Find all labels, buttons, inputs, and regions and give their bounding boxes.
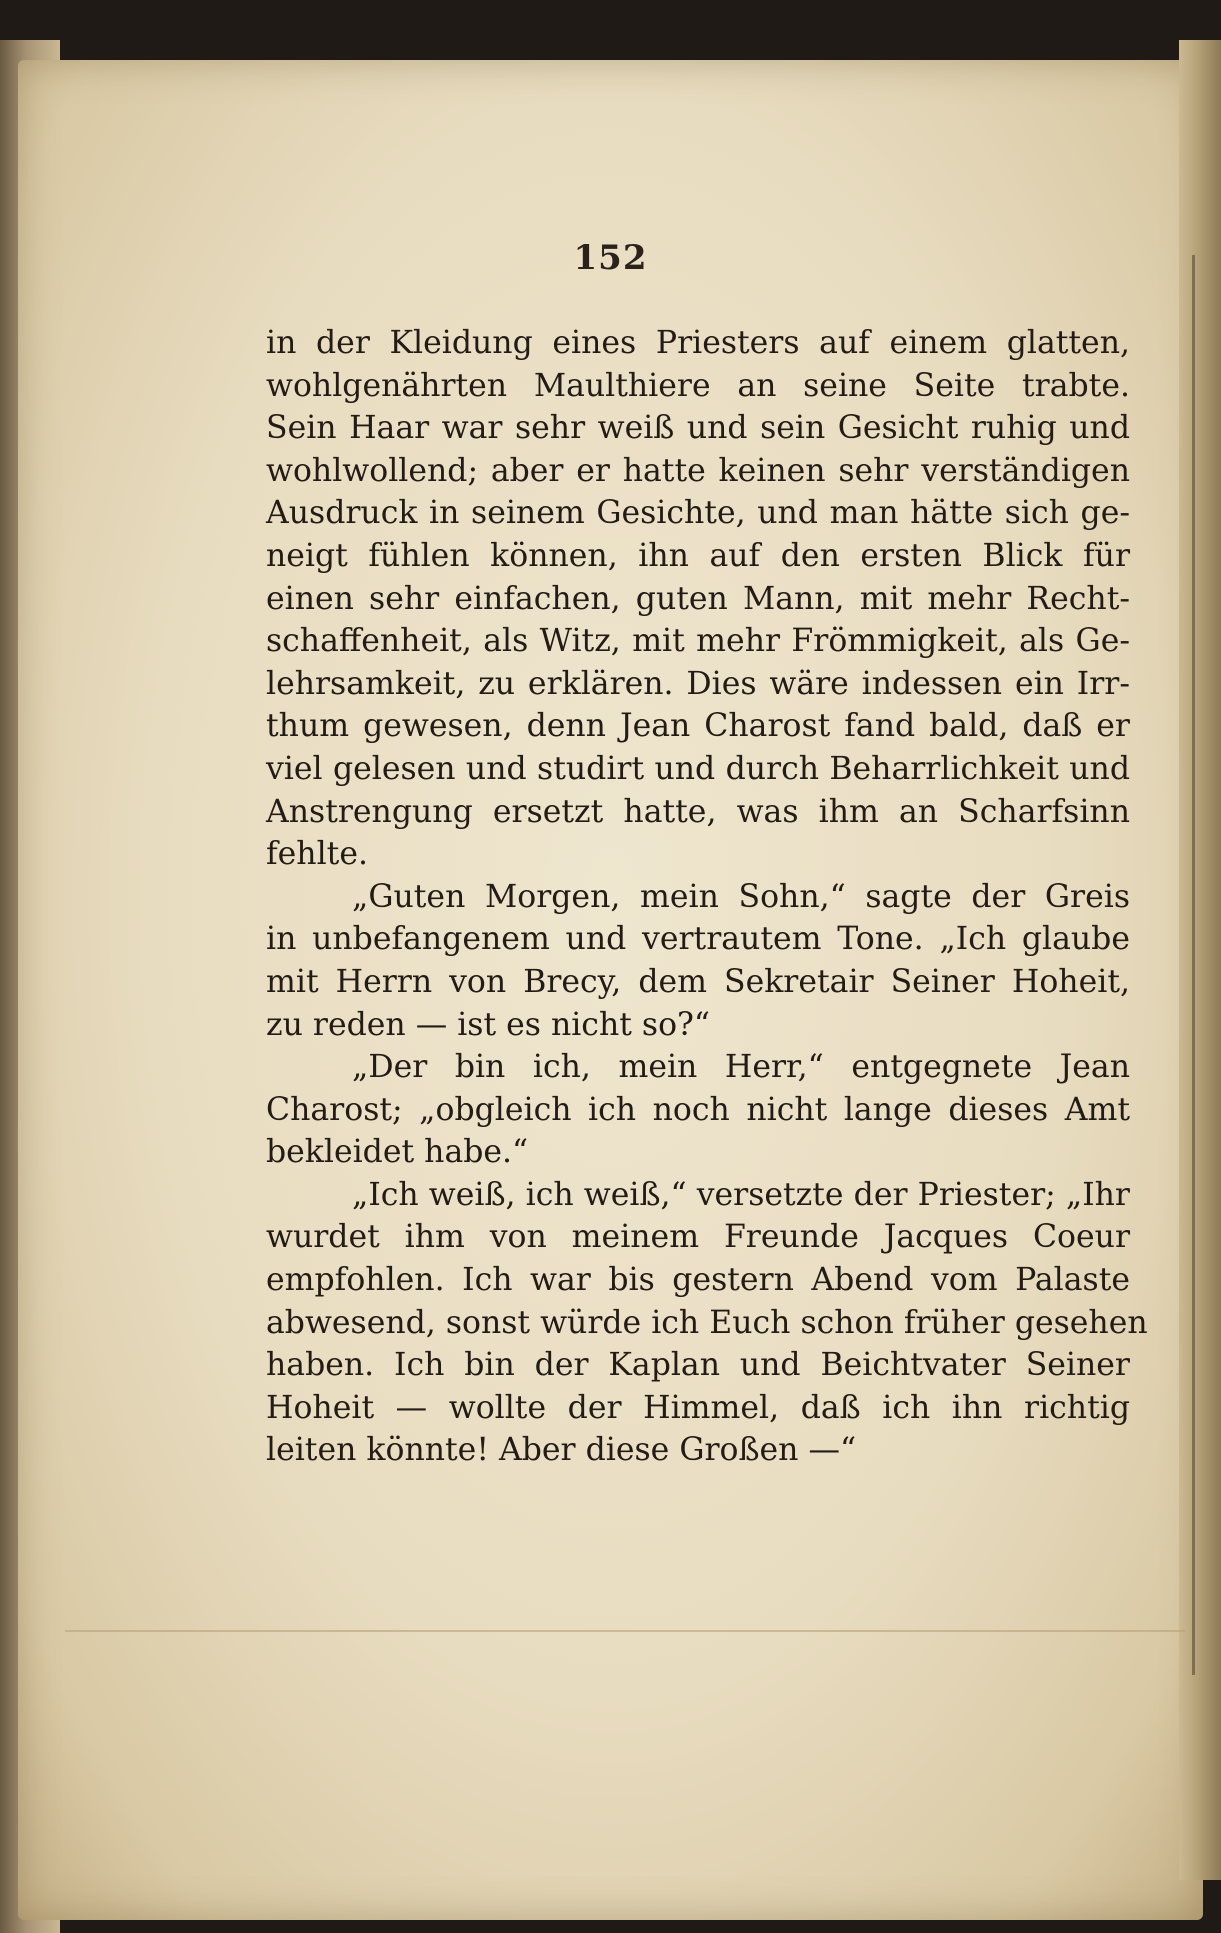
text-line: mit Herrn von Brecy, dem Sekretair Seiner Hoheit, — [266, 963, 1130, 1000]
text-line: abwesend, sonst würde ich Euch schon früher gesehen — [266, 1304, 1148, 1341]
text-line: haben. Ich bin der Kaplan und Beichtvater Seiner — [266, 1347, 1130, 1384]
text-line: bekleidet habe.“ — [266, 1134, 529, 1171]
page-edge — [1179, 40, 1221, 1880]
text-line: Charost; „obgleich ich noch nicht lange dieses Amt — [266, 1091, 1130, 1128]
gutter-shadow — [1192, 255, 1195, 1675]
text-line: wurdet ihm von meinem Freunde Jacques Coeur — [266, 1219, 1130, 1256]
text-line: Anstrengung ersetzt hatte, was ihm an Scharfsinn — [266, 793, 1130, 830]
text-line: thum gewesen, denn Jean Charost fand bald, daß er — [266, 708, 1130, 745]
text-line: Sein Haar war sehr weiß und sein Gesicht ruhig und — [266, 410, 1130, 447]
text-line: wohlwollend; aber er hatte keinen sehr verständigen — [266, 452, 1130, 489]
text-line: wohlgenährten Maulthiere an seine Seite trabte. — [266, 367, 1130, 404]
page-fold-line — [65, 1630, 1185, 1632]
text-line: Hoheit — wollte der Himmel, daß ich ihn richtig — [266, 1389, 1130, 1426]
text-line: leiten könnte! Aber diese Großen —“ — [266, 1432, 857, 1469]
text-line: neigt fühlen können, ihn auf den ersten Blick für — [266, 537, 1130, 574]
body-text — [266, 322, 1148, 1472]
text-line: in unbefangenem und vertrautem Tone. „Ich glaube — [266, 921, 1130, 958]
text-line: schaffenheit, als Witz, mit mehr Frömmigkeit, als Ge- — [266, 623, 1130, 660]
text-line: zu reden — ist es nicht so?“ — [266, 1006, 711, 1043]
text-line: „Der bin ich, mein Herr,“ entgegnete Jean — [352, 1049, 1130, 1086]
text-line: empfohlen. Ich war bis gestern Abend vom Palaste — [266, 1262, 1130, 1299]
text-line: einen sehr einfachen, guten Mann, mit mehr Recht- — [266, 580, 1130, 617]
text-line: Ausdruck in seinem Gesichte, und man hätte sich ge- — [266, 495, 1130, 532]
text-line: „Ich weiß, ich weiß,“ versetzte der Priester; „Ihr — [352, 1176, 1130, 1213]
text-line: in der Kleidung eines Priesters auf einem glatten, — [266, 325, 1130, 361]
text-line: fehlte. — [266, 836, 368, 873]
page-number: 152 — [573, 238, 648, 278]
text-line: „Guten Morgen, mein Sohn,“ sagte der Greis — [352, 878, 1130, 915]
text-line: lehrsamkeit, zu erklären. Dies wäre indessen ein Irr- — [266, 665, 1130, 702]
text-line: viel gelesen und studirt und durch Beharrlichkeit und — [266, 750, 1130, 787]
